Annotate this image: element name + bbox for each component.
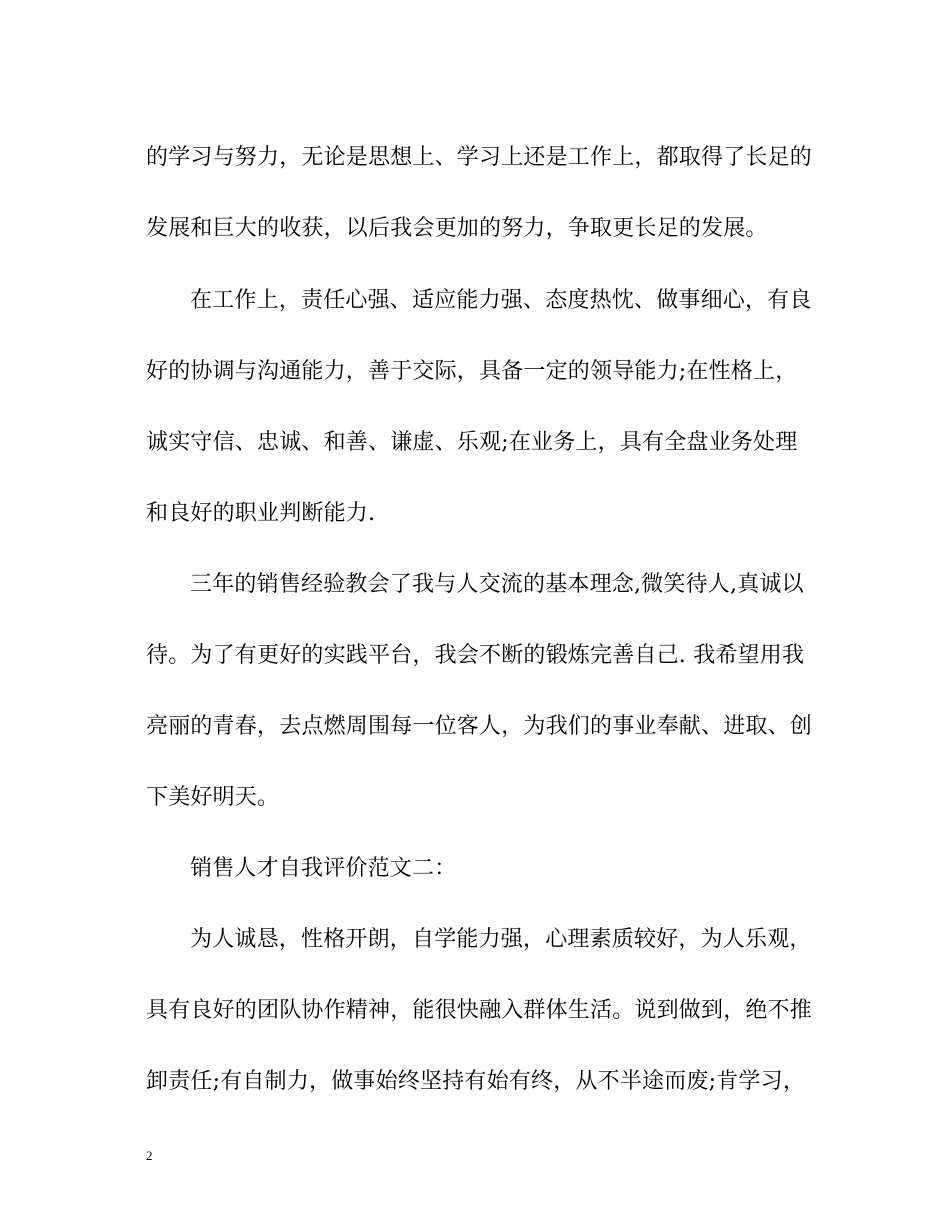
text-line-12: 为人诚恳，性格开朗，自学能力强，心理素质较好，为人乐观， [190, 927, 812, 952]
text-line-3: 在工作上，责任心强、适应能力强、态度热忱、做事细心，有良 [190, 288, 812, 313]
section-heading: 销售人才自我评价范文二： [190, 856, 457, 881]
text-line-7: 三年的销售经验教会了我与人交流的基本理念,微笑待人,真诚以 [190, 572, 804, 597]
text-line-1: 的学习与努力，无论是思想上、学习上还是工作上，都取得了长足的 [146, 145, 813, 170]
text-line-5: 诚实守信、忠诚、和善、谦虚、乐观;在业务上，具有全盘业务处理 [146, 430, 798, 455]
text-line-8: 待。为了有更好的实践平台，我会不断的锻炼完善自己. 我希望用我 [146, 643, 805, 668]
text-line-13: 具有良好的团队协作精神，能很快融入群体生活。说到做到，绝不推 [146, 998, 813, 1023]
text-line-14: 卸责任;有自制力，做事始终坚持有始有终，从不半途而废;肯学习， [146, 1069, 806, 1094]
text-line-6: 和良好的职业判断能力. [146, 501, 376, 526]
text-line-2: 发展和巨大的收获，以后我会更加的努力，争取更长足的发展。 [146, 216, 768, 241]
page-number: 2 [146, 1148, 153, 1163]
text-line-10: 下美好明天。 [146, 785, 280, 810]
text-line-4: 好的协调与沟通能力，善于交际，具备一定的领导能力;在性格上， [146, 359, 798, 384]
text-line-9: 亮丽的青春，去点燃周围每一位客人，为我们的事业奉献、进取、创 [146, 714, 813, 739]
